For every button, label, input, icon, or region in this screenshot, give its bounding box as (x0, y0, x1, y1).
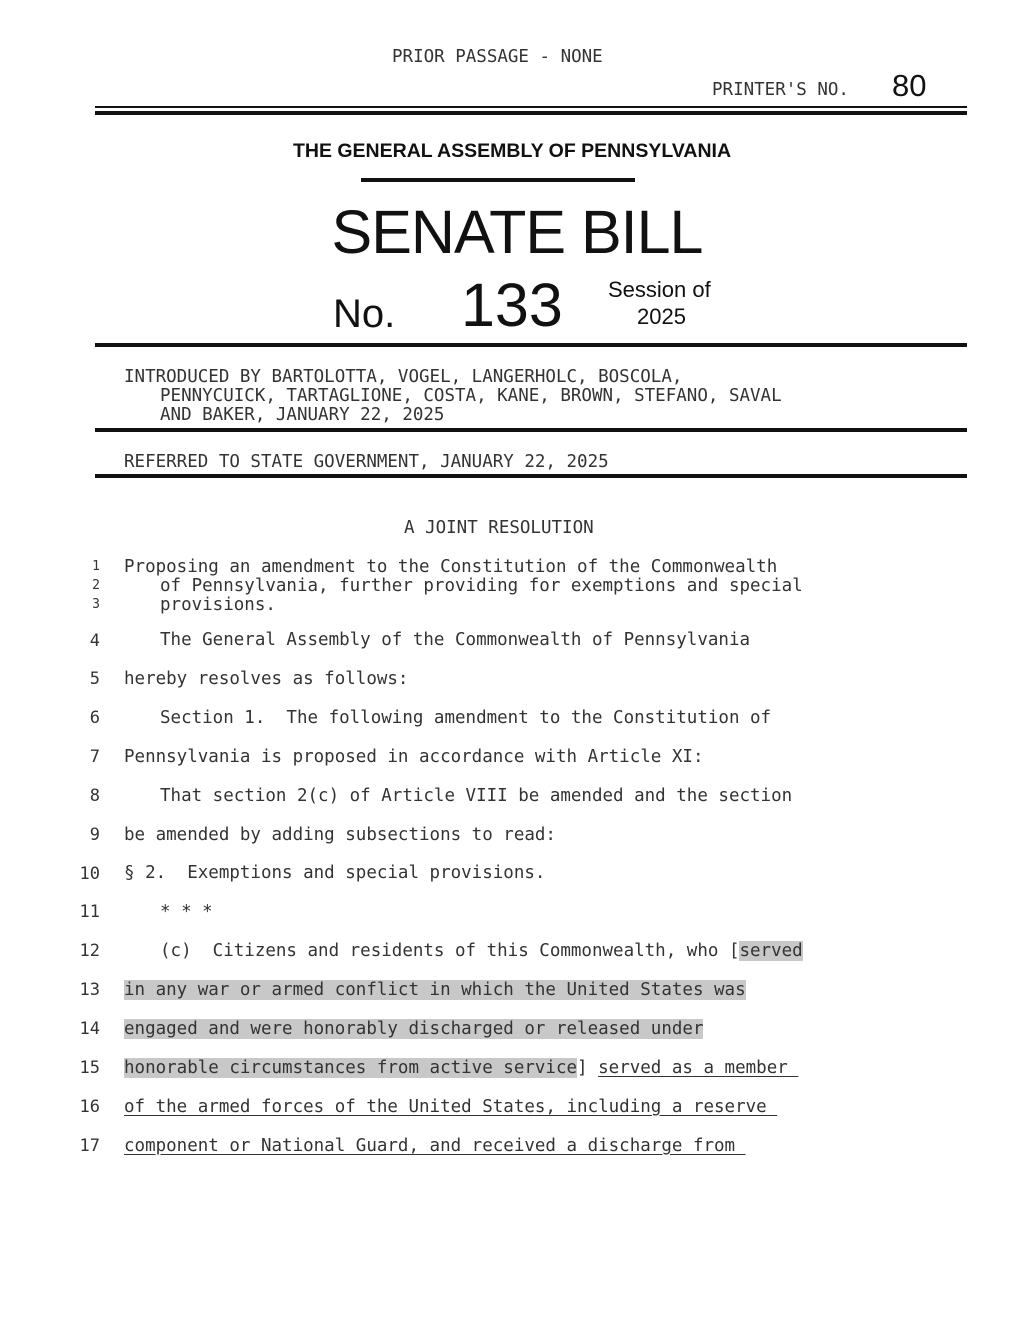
session-year: 2025 (637, 304, 686, 329)
referral-rule (95, 474, 967, 478)
line-number: 4 (89, 631, 100, 651)
line-number: 3 (92, 597, 100, 612)
printers-no: 80 (892, 68, 927, 103)
printers-no-label: PRINTER'S NO. (712, 80, 849, 100)
bracket-close: ] (577, 1058, 599, 1078)
body-line-6: Section 1. The following amendment to the Constitution of (160, 708, 772, 728)
prior-passage: PRIOR PASSAGE - NONE (392, 47, 603, 67)
section-heading: § 2. Exemptions and special provisions. (124, 863, 546, 883)
title-line-2: of Pennsylvania, further providing for exemptions and special (160, 576, 803, 596)
body-line-4: The General Assembly of the Commonwealth of Pennsylvania (160, 630, 751, 650)
referral: REFERRED TO STATE GOVERNMENT, JANUARY 22, 2025 (124, 452, 609, 472)
inserted-text: served as a member (598, 1058, 799, 1078)
title-line-3: provisions. (160, 595, 276, 615)
title-rule (95, 343, 967, 347)
bill-number: 133 (461, 271, 563, 339)
deleted-text: in any war or armed conflict in which the United States was (124, 980, 746, 1000)
sponsors-line-2: PENNYCUICK, TARTAGLIONE, COSTA, KANE, BROWN, STEFANO, SAVAL (160, 386, 782, 406)
body-line-17 (124, 1136, 746, 1156)
line-number: 1 (92, 559, 100, 574)
omission-asterisks: * * * (160, 902, 213, 922)
body-line-8: That section 2(c) of Article VIII be amended and the section (160, 786, 793, 806)
body-line-5: hereby resolves as follows: (124, 669, 409, 689)
inserted-text: component or National Guard, and received a discharge from (124, 1136, 746, 1156)
body-line-14 (124, 1019, 703, 1039)
header-rule-thick (95, 111, 967, 115)
inserted-text: of the armed forces of the United States, including a reserve (124, 1097, 778, 1117)
assembly-title: THE GENERAL ASSEMBLY OF PENNSYLVANIA (292, 140, 732, 162)
header-rule-thin (95, 106, 967, 108)
body-line-7: Pennsylvania is proposed in accordance with Article XI: (124, 747, 704, 767)
line-number: 6 (89, 708, 100, 728)
deleted-text: honorable circumstances from active service (124, 1058, 578, 1078)
line-number: 8 (89, 786, 100, 806)
line-number: 5 (89, 669, 100, 689)
assembly-underline (361, 178, 635, 182)
body-line-13 (124, 980, 746, 1000)
body-line-9: be amended by adding subsections to read: (124, 825, 556, 845)
line-number: 13 (79, 980, 100, 1000)
deleted-text: served (739, 941, 803, 961)
bill-type: SENATE BILL (331, 198, 703, 266)
title-line-1: Proposing an amendment to the Constitution of the Commonwealth (124, 557, 778, 577)
line-12-text: (c) Citizens and residents of this Commonwealth, who [ (160, 941, 740, 961)
deleted-text: engaged and were honorably discharged or released under (124, 1019, 704, 1039)
line-number: 12 (79, 941, 100, 961)
no-label: No. (333, 292, 396, 336)
sponsors-line-1: INTRODUCED BY BARTOLOTTA, VOGEL, LANGERHOLC, BOSCOLA, (124, 367, 683, 387)
line-number: 2 (92, 578, 100, 593)
session-label: Session of (608, 277, 711, 302)
line-number: 7 (89, 747, 100, 767)
sponsors-line-3: AND BAKER, JANUARY 22, 2025 (160, 405, 445, 425)
line-number: 14 (79, 1019, 100, 1039)
sponsors-rule (95, 428, 967, 432)
line-number: 11 (79, 902, 100, 922)
line-number: 15 (79, 1058, 100, 1078)
line-number: 17 (79, 1136, 100, 1156)
resolution-heading: A JOINT RESOLUTION (404, 518, 594, 538)
body-line-15 (124, 1058, 798, 1078)
body-line-12 (160, 941, 803, 961)
line-number: 9 (89, 825, 100, 845)
line-number: 16 (79, 1097, 100, 1117)
line-number: 10 (79, 864, 100, 884)
body-line-16 (124, 1097, 777, 1117)
